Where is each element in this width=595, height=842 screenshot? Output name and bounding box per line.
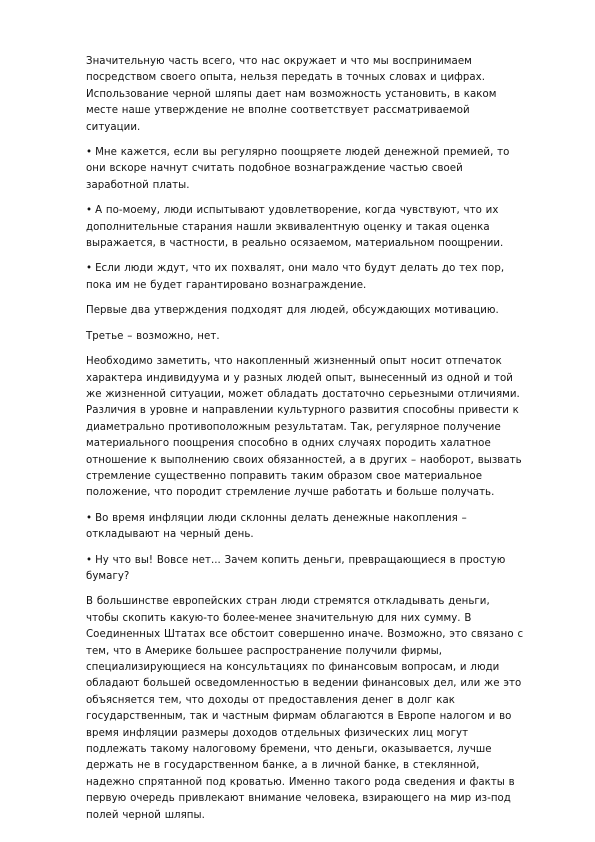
paragraph bbox=[86, 354, 525, 502]
bullet-paragraph bbox=[86, 203, 525, 252]
paragraph bbox=[86, 303, 525, 319]
bullet-marker: • bbox=[86, 147, 93, 159]
bullet-paragraph bbox=[86, 145, 525, 194]
paragraph-text: Первые два утверждения подходят для людей, обсуждающих мотивацию. bbox=[86, 305, 499, 317]
paragraph bbox=[86, 594, 525, 824]
paragraph-text: Если люди ждут, что их похвалят, они мало что будут делать до тех пор, пока им не будет гарантировано вознаграждение. bbox=[86, 263, 505, 291]
bullet-paragraph bbox=[86, 553, 525, 586]
bullet-marker: • bbox=[86, 205, 93, 217]
paragraph-text: В большинстве европейских стран люди стремятся откладывать деньги, чтобы скопить какую-то более-менее значительную для них сумму. В Соединенных Штатах все обстоит совершенно иначе. Возможно, это связано с тем, что в Америке большее распространение получили фирмы, специализирующиеся на консультациях по финансовым вопросам, и люди обладают большей осведомленностью в ведении финансовых дел, или же это объясняется тем, что доходы от предоставления денег в долг как государственным, так и частным фирмам облагаются в Европе налогом и во время инфляции размеры доходов отдельных физических лиц могут подлежать такому налоговому бремени, что деньги, оказывается, лучше держать не в государственном банке, а в личной банке, в стеклянной, надежно спрятанной под кроватью. Именно такого рода сведения и факты в первую очередь привлекают внимание человека, взирающего на мир из-под полей черной шляпы. bbox=[86, 596, 524, 821]
paragraph-intro bbox=[86, 54, 525, 136]
paragraph-text: Третье – возможно, нет. bbox=[86, 330, 220, 342]
bullet-marker: • bbox=[86, 263, 93, 275]
paragraph bbox=[86, 329, 525, 345]
bullet-marker: • bbox=[86, 554, 93, 566]
paragraph-text: Ну что вы! Вовсе нет... Зачем копить деньги, превращающиеся в простую бумагу? bbox=[86, 554, 506, 582]
bullet-marker: • bbox=[86, 512, 93, 524]
paragraph-text: Необходимо заметить, что накопленный жизненный опыт носит отпечаток характера индивидуума и у разных людей опыт, вынесенный из одной и той же жизненной ситуации, может обладать достаточно серьезными отличиями. Различия в уровне и направлении культурного развития способны привести к диаметрально противоположным результатам. Так, регулярное получение материального поощрения способно в одних случаях породить халатное отношение к выполнению своих обязанностей, а в других – наоборот, вызвать стремление существенно поправить таким образом свое материальное положение, что породит стремление лучше работать и больше получать. bbox=[86, 356, 522, 499]
paragraph-text: А по-моему, люди испытывают удовлетворение, когда чувствуют, что их дополнительные старания нашли эквивалентную оценку и такая оценка выражается, в частности, в реально осязаемом, материальном поощрении. bbox=[86, 205, 504, 250]
paragraph-text: Во время инфляции люди склонны делать денежные накопления – откладывают на черный день. bbox=[86, 512, 467, 541]
paragraph-text: Мне кажется, если вы регулярно поощряете людей денежной премией, то они вскоре начнут считать подобное вознаграждение частью своей заработной платы. bbox=[86, 147, 510, 191]
bullet-paragraph bbox=[86, 511, 525, 544]
bullet-paragraph bbox=[86, 261, 525, 294]
paragraph-text: Значительную часть всего, что нас окружает и что мы воспринимаем посредством своего опыта, нельзя передать в точных словах и цифрах. Использование черной шляпы дает нам возможность установить, в каком месте наше утверждение не вполне соответствует рассматриваемой ситуации. bbox=[86, 56, 497, 133]
